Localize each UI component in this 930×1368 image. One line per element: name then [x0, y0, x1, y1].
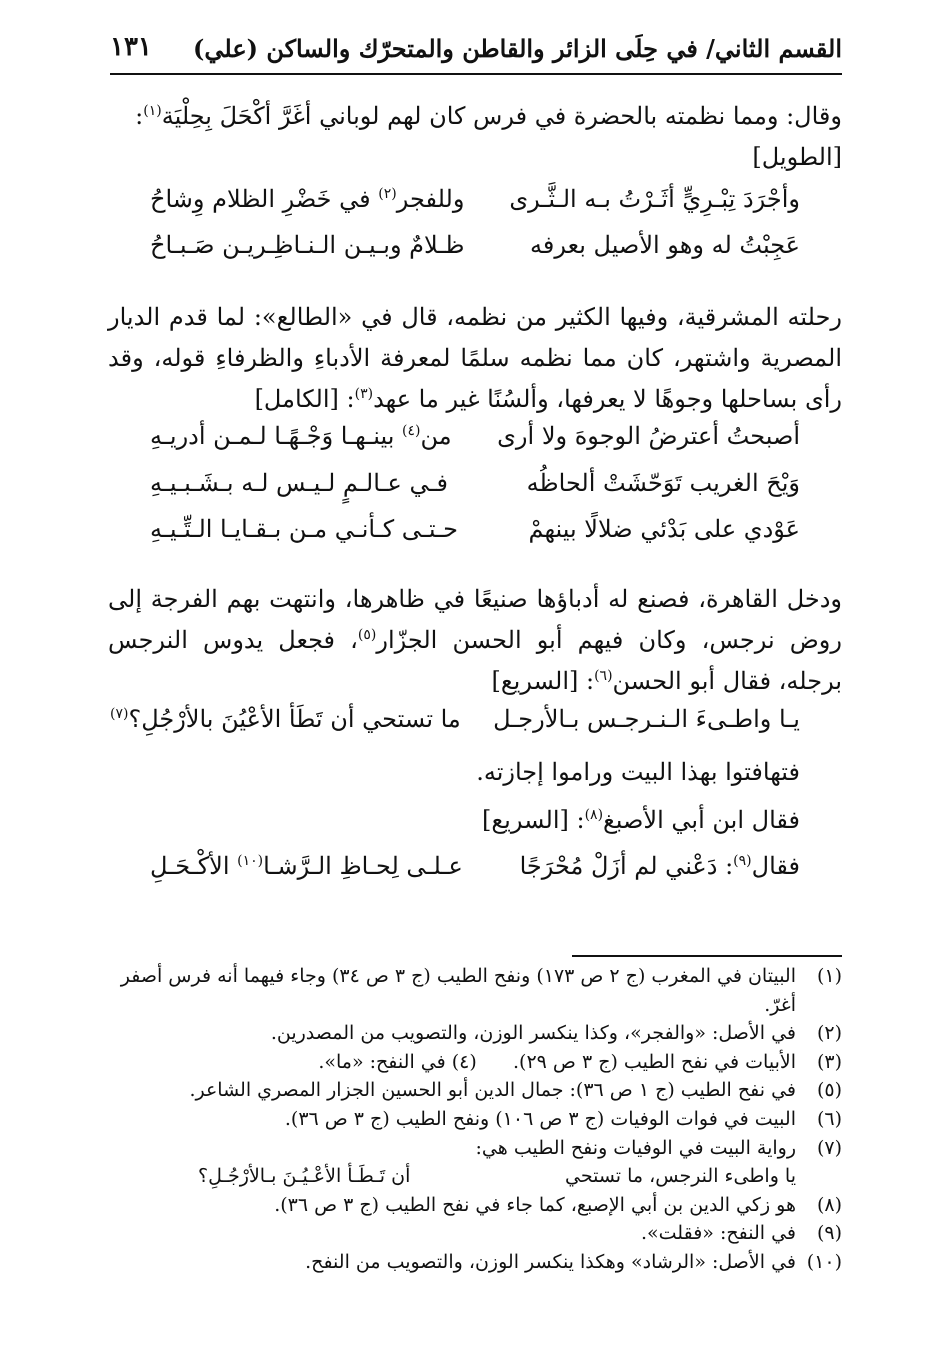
verse-3 [150, 422, 800, 464]
footnote-ref[interactable]: (١) [143, 103, 162, 119]
verse-3-second-hemistich [150, 422, 480, 450]
footnote-text: في الأصل: «والفجر»، وكذا ينكسر الوزن، والتصويب من المصدرين. [270, 1022, 796, 1045]
footnote-number: (٦) [816, 1107, 842, 1130]
footnote-text: في النفح: «فقلت». [640, 1222, 796, 1245]
punct: : [135, 102, 144, 130]
page-number: ١٣١ [110, 32, 152, 62]
footnote-9 [108, 1219, 842, 1248]
footnote-text: في الأصل: «الرشاد» وهكذا ينكسر الوزن، والتصويب من النفح. [305, 1250, 796, 1273]
footnote-number: (١٠) [806, 1250, 842, 1273]
v7b-text: عـلـى لِحـاظِ الـرَّشـا [263, 852, 463, 880]
verse-1-second-hemistich [150, 185, 480, 213]
footnote-number: (٩) [816, 1222, 842, 1245]
footnote-ref[interactable]: (٢) [378, 186, 397, 202]
meter-label: : [الكامل] [254, 385, 355, 413]
footnote-6 [108, 1105, 842, 1134]
verse-3-first-hemistich: أصبحتُ أعترضُ الوجوهَ ولا أرى [497, 422, 800, 450]
paragraph-1-text: وقال: ومما نظمته بالحضرة في فرس كان لهم لوباني أغَرَّ أكْحَلَ بِحِلْيَة [161, 102, 842, 130]
verse-5 [150, 515, 800, 557]
footnote-7 [108, 1134, 842, 1163]
footnote-text: رواية البيت في الوفيات ونفح الطيب هي: [475, 1136, 796, 1159]
footnote-number: (٢) [816, 1022, 842, 1045]
v7a-text: فقال [751, 852, 800, 880]
verse-6-second-hemistich [110, 705, 490, 733]
verse-2-second-hemistich: ظـلامٌ وبـيـن الـنـاظِـريـن صَـبـاحُ [150, 231, 465, 259]
footnote-2 [108, 1019, 842, 1048]
footnote-ref[interactable]: (٨) [584, 807, 604, 823]
footnote-7-verse [108, 1162, 796, 1191]
paragraph-3 [108, 579, 842, 702]
footnote-10 [108, 1248, 842, 1277]
footnote-ref[interactable]: (٣) [354, 386, 374, 402]
footnote-text: الأبيات في نفح الطيب (ج ٣ ص ٢٩). (٤) في النفح: «ما». [318, 1050, 796, 1073]
meter-label: : [السريع] [491, 667, 595, 695]
footnote-7-verse-first: يا واطىء النرجس، ما تستحي [564, 1165, 796, 1188]
footnote-number: (٨) [816, 1193, 842, 1216]
footnote-text: البيتان في المغرب (ج ٢ ص ١٧٣) ونفح الطيب (ج ٣ ص ٣٤) وجاء فيهما أنه فرس أصفر أغرّ. [120, 965, 796, 1016]
verse-5-second-hemistich: حـتـى كـأنـي مـن بـقـايـا الـتِّـيـهِ [150, 515, 458, 543]
footnote-text: هو زكي الدين بن أبي الإصبع، كما جاء في نفح الطيب (ج ٣ ص ٣٦). [274, 1193, 796, 1216]
paragraph-3-mid: ، فجعل يدوس النرجس برجله، فقال أبو الحسن [108, 626, 842, 695]
paragraph-3-text: ودخل القاهرة، فصنع له أدباؤها صنيعًا في ظاهرها، وانتهت بهم الفرجة إلى روض نرجس، وكان فيهم أبو الحسن الجزّار [108, 585, 842, 654]
v3b-end: بينـهـا وَجْـهًـا لـمـن أدريـهِ [150, 422, 403, 450]
verse-1-first-hemistich: وأجْرَدَ تِبْـرِيٍّ أثَـرْتُ بـه الـثَّـرى [509, 185, 800, 213]
footnote-1 [108, 962, 842, 1019]
verse-4-second-hemistich: فـي عـالـمٍ لـيـس لـه بـشَـبـيـهِ [150, 469, 448, 497]
paragraph-1 [108, 96, 842, 178]
v7b-end: الأكْـحَـلِ [150, 852, 238, 880]
verse-4-first-hemistich: وَيْحَ الغريب تَوَحّشَتْ ألحاظُه [526, 469, 800, 497]
footnote-ref[interactable]: (٥) [357, 627, 377, 643]
footnote-number: (٧) [816, 1136, 842, 1159]
verse-7-first-hemistich [470, 852, 800, 880]
footnote-ref[interactable]: (٩) [733, 853, 752, 869]
v1b-end: في خَضْرِ الظلام وِشاحُ [150, 185, 379, 213]
v1b-text: وللفجر [396, 185, 465, 213]
v3b-text: من [420, 422, 452, 450]
l2-text: فقال ابن أبي الأصبغ [603, 806, 800, 834]
footnote-3 [108, 1048, 842, 1077]
running-header [110, 30, 842, 70]
footnote-ref[interactable]: (٧) [110, 706, 129, 722]
footnote-number: (٥) [816, 1079, 842, 1102]
footnote-separator [572, 955, 842, 957]
footnote-7-verse-second: أن تَـطَـأ الأعْـيُـنَ بـالأرْجُـلِ؟ [198, 1165, 411, 1188]
verse-7-second-hemistich [150, 852, 480, 880]
meter-label: : [السريع] [482, 806, 585, 834]
footnote-number: (٣) [816, 1050, 842, 1073]
header-title: القسم الثاني/ في حِلَى الزائر والقاطن والمتحرّك والساكن (علي) [193, 34, 842, 63]
verse-5-first-hemistich: عَوْدي على بَدْئي ضلالًا بينهمْ [528, 515, 800, 543]
footnote-text: البيت في فوات الوفيات (ج ٣ ص ١٠٦) ونفح الطيب (ج ٣ ص ٣٦). [284, 1107, 796, 1130]
footnote-5 [108, 1076, 842, 1105]
meter-label: [الطويل] [752, 143, 842, 171]
footnote-text: في نفح الطيب (ج ١ ص ٣٦): جمال الدين أبو الحسين الجزار المصري الشاعر. [189, 1079, 796, 1102]
verse-6 [110, 705, 800, 747]
narrative-line-2 [482, 806, 800, 834]
verse-4 [150, 469, 800, 511]
paragraph-2 [108, 297, 842, 420]
verse-6-first-hemistich: يـا واطـىءَ الـنـرجـس بـالأرجـل [493, 705, 800, 733]
verse-7 [150, 852, 800, 894]
verse-1 [150, 185, 800, 227]
paragraph-2-text: رحلته المشرقية، وفيها الكثير من نظمه، قال في «الطالع»: لما قدم الديار المصرية واشتهر، كان مما نظمه سلمًا لمعرفة الأدباءِ والظرفاءِ قوله، وقد رأى بساحلها وجوهًا لا يعرفها، وألسُنًا غير ما عهد [108, 303, 842, 413]
narrative-line-1: فتهافتوا بهذا البيت وراموا إجازته. [476, 758, 800, 786]
v7a-end: : دَعْني لم أزَلْ مُحْرَجًا [519, 852, 734, 880]
verse-2-first-hemistich: عَجِبْتُ له وهو الأصيل بعرفه [530, 231, 800, 259]
footnote-number: (١) [816, 965, 842, 987]
footnote-ref[interactable]: (٦) [594, 668, 613, 684]
footnote-ref[interactable]: (١٠) [237, 853, 264, 869]
footnotes [108, 962, 842, 1277]
verse-2 [150, 231, 800, 273]
header-rule [110, 73, 842, 75]
footnote-ref[interactable]: (٤) [402, 423, 421, 439]
v6b-text: ما تستحي أن تَطَأ الأعْيُنَ بالأرْجُلِ؟ [128, 705, 461, 733]
footnote-8 [108, 1191, 842, 1220]
